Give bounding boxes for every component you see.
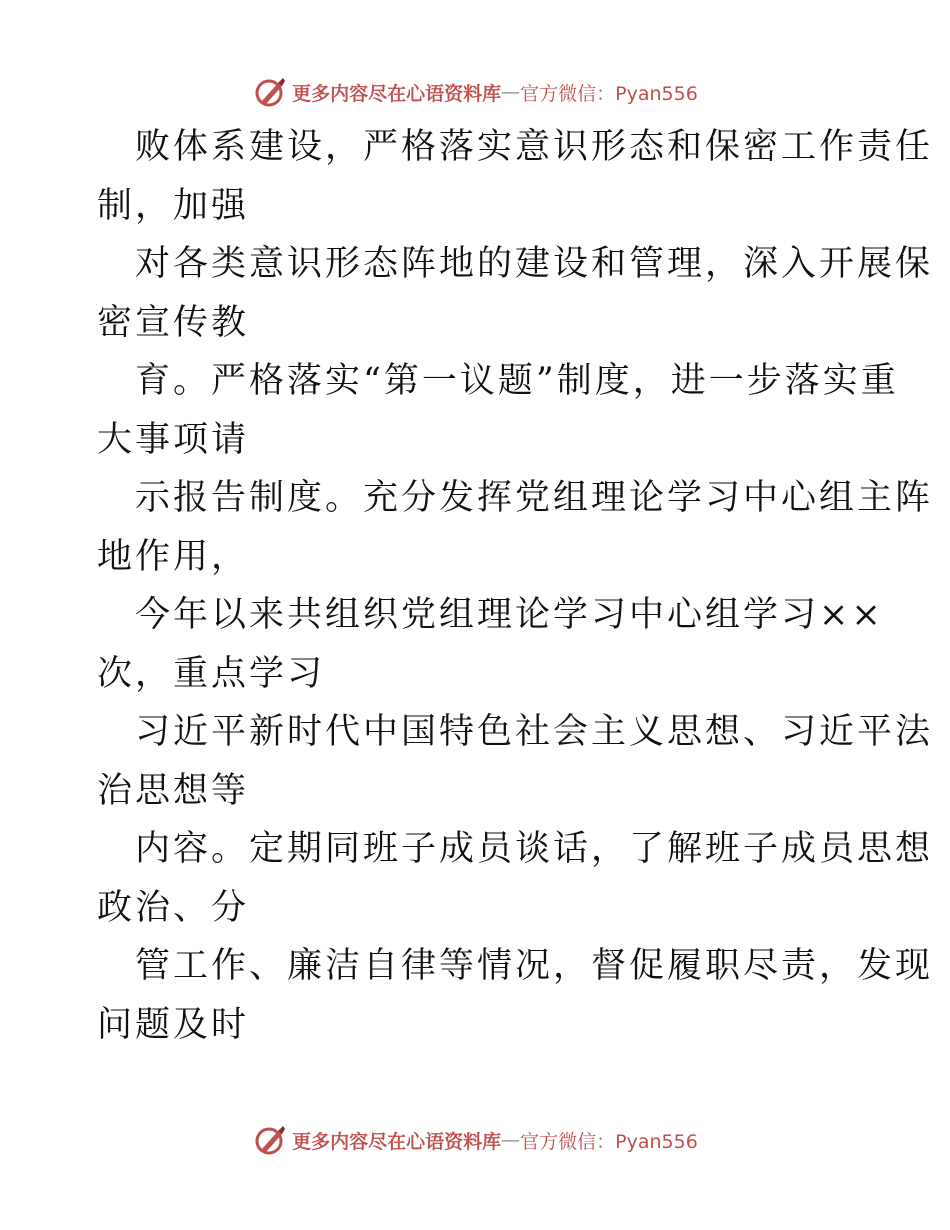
text-line: 问题及时 bbox=[97, 1004, 250, 1045]
footer-brand: 更多内容尽在心语资料库 bbox=[292, 1130, 502, 1153]
text-line: 制，加强 bbox=[97, 185, 250, 226]
text-line: 内容。定期同班子成员谈话，了解班子成员思想 bbox=[135, 829, 934, 869]
footer-wechat: 官方微信：Pyan556 bbox=[520, 1130, 698, 1153]
text-line: 密宣传教 bbox=[97, 302, 250, 343]
text-line: 示报告制度。充分发挥党组理论学习中心组主阵 bbox=[135, 478, 934, 518]
pen-logo-icon bbox=[252, 1122, 288, 1158]
text-line: 败体系建设，严格落实意识形态和保密工作责任 bbox=[135, 127, 934, 167]
header-separator: — bbox=[501, 81, 521, 103]
text-line: 大事项请 bbox=[97, 419, 250, 460]
footer-separator: — bbox=[501, 1129, 521, 1151]
text-line: 政治、分 bbox=[97, 887, 250, 928]
text-line: 治思想等 bbox=[97, 770, 250, 811]
text-line: 管工作、廉洁自律等情况，督促履职尽责，发现 bbox=[135, 946, 934, 986]
header-wechat: 官方微信：Pyan556 bbox=[520, 82, 698, 105]
footer-banner bbox=[0, 1120, 950, 1160]
document-body bbox=[0, 118, 950, 1054]
text-line: 今年以来共组织党组理论学习中心组学习×× bbox=[135, 595, 884, 635]
text-line: 地作用， bbox=[97, 536, 250, 577]
header-brand: 更多内容尽在心语资料库 bbox=[292, 82, 502, 105]
text-line: 习近平新时代中国特色社会主义思想、习近平法 bbox=[135, 712, 934, 752]
text-line: 对各类意识形态阵地的建设和管理，深入开展保 bbox=[135, 244, 934, 284]
header-banner bbox=[0, 72, 950, 112]
text-line: 育。严格落实“第一议题”制度，进一步落实重 bbox=[135, 361, 899, 401]
pen-logo-icon bbox=[252, 74, 288, 110]
text-line: 次，重点学习 bbox=[97, 653, 326, 694]
